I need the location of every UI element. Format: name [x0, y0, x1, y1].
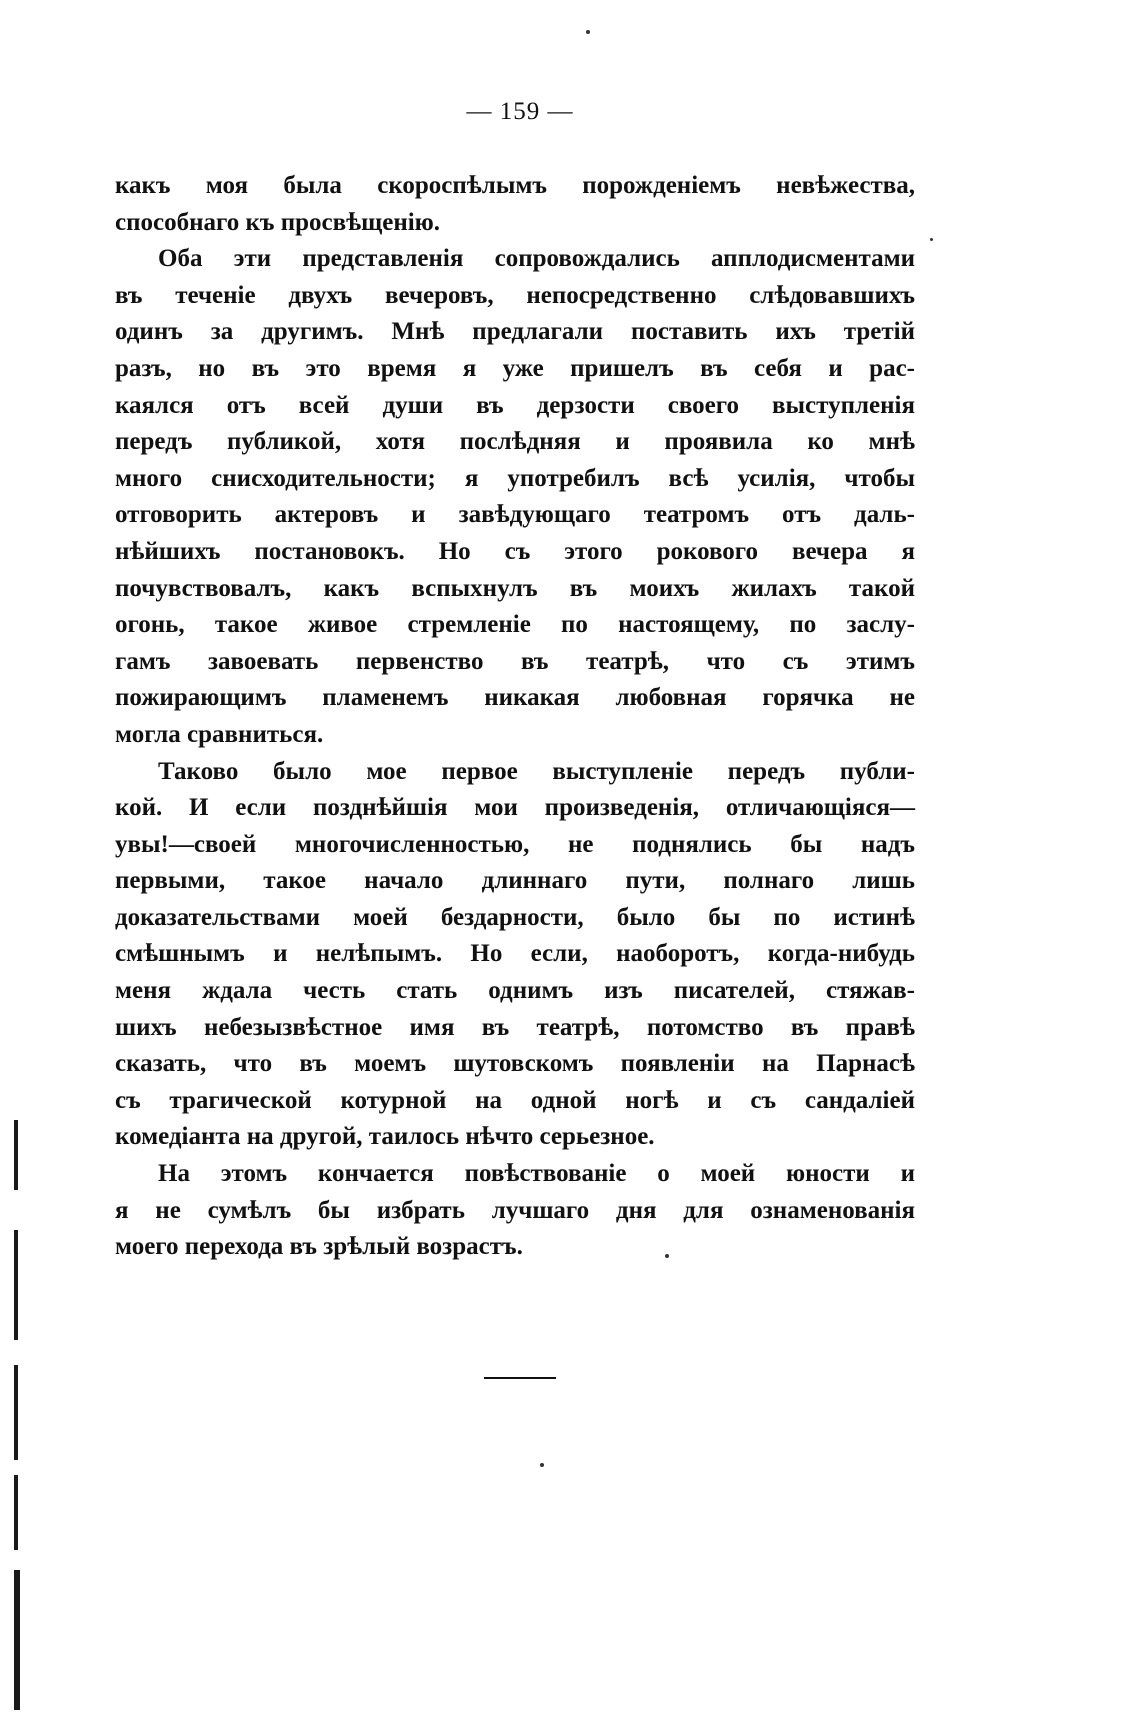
text-line: На этомъ кончается повѣствованiе о моей юности и: [158, 1160, 915, 1188]
text-line: какъ моя была скороспѣлымъ порожденiемъ невѣжества,: [115, 172, 915, 199]
scan-margin-mark: [14, 1475, 18, 1550]
text-line: могла сравниться.: [115, 720, 324, 748]
text-line: одинъ за другимъ. Мнѣ предлагали поставить ихъ третiй: [115, 318, 915, 346]
scan-speck: [930, 238, 933, 241]
scan-margin-mark: [14, 1570, 20, 1710]
text-line: нѣйшихъ постановокъ. Но съ этого рокового вечера я: [115, 537, 915, 565]
text-line: я не сумѣлъ бы избрать лучшаго дня для ознаменованiя: [115, 1196, 915, 1224]
text-line: Таково было мое первое выступленiе передъ публи-: [158, 757, 915, 785]
text-line: Оба эти представленiя сопровождались апплодисментами: [158, 245, 915, 273]
text-line: моего перехода въ зрѣлый возрастъ.: [115, 1233, 523, 1261]
text-line: смѣшнымъ и нелѣпымъ. Но если, наоборотъ, когда-нибудь: [115, 940, 915, 968]
text-line: комедiанта на другой, таилось нѣчто серьезное.: [115, 1123, 655, 1151]
text-line: увы!—своей многочисленностью, не поднялись бы надъ: [115, 830, 915, 858]
text-line: гамъ завоевать первенство въ театрѣ, что съ этимъ: [115, 647, 915, 675]
text-line: въ теченiе двухъ вечеровъ, непосредственно слѣдовавшихъ: [115, 281, 915, 309]
text-line: каялся отъ всей души въ дерзости своего выступленiя: [115, 391, 915, 419]
scan-margin-mark: [14, 1230, 18, 1340]
text-line: кой. И если позднѣйшiя мои произведенiя, отличающiяся—: [115, 794, 915, 822]
scan-speck: [540, 1463, 544, 1467]
end-divider: [484, 1377, 556, 1379]
text-line: много снисходительности; я употребилъ всѣ усилiя, чтобы: [115, 464, 915, 492]
text-line: шихъ небезызвѣстное имя въ театрѣ, потомство въ правѣ: [115, 1013, 915, 1041]
text-line: первыми, такое начало длиннаго пути, полнаго лишь: [115, 867, 915, 895]
text-line: способнаго къ просвѣщенiю.: [115, 208, 441, 236]
text-line: передъ публикой, хотя послѣдняя и проявила ко мнѣ: [115, 428, 915, 456]
scan-margin-mark: [14, 1365, 18, 1460]
text-line: почувствовалъ, какъ вспыхнулъ въ моихъ жилахъ такой: [115, 574, 915, 602]
text-line: сказать, что въ моемъ шутовскомъ появленiи на Парнасѣ: [115, 1050, 915, 1078]
text-line: пожирающимъ пламенемъ никакая любовная горячка не: [115, 684, 915, 712]
text-line: разъ, но въ это время я уже пришелъ въ себя и рас-: [115, 354, 915, 382]
scan-speck: [586, 30, 590, 34]
text-line: съ трагической котурной на одной ногѣ и съ сандалiей: [115, 1086, 915, 1114]
body-text: [115, 168, 915, 1266]
text-line: отговорить актеровъ и завѣдующаго театромъ отъ даль-: [115, 501, 915, 529]
text-line: доказательствами моей бездарности, было бы по истинѣ: [115, 903, 915, 931]
text-line: меня ждала честь стать однимъ изъ писателей, стяжав-: [115, 977, 915, 1005]
text-line: огонь, такое живое стремленiе по настоящему, по заслу-: [115, 611, 915, 639]
scan-margin-mark: [14, 1120, 18, 1190]
page-number: — 159 —: [466, 98, 574, 125]
scan-speck: [665, 1254, 669, 1258]
